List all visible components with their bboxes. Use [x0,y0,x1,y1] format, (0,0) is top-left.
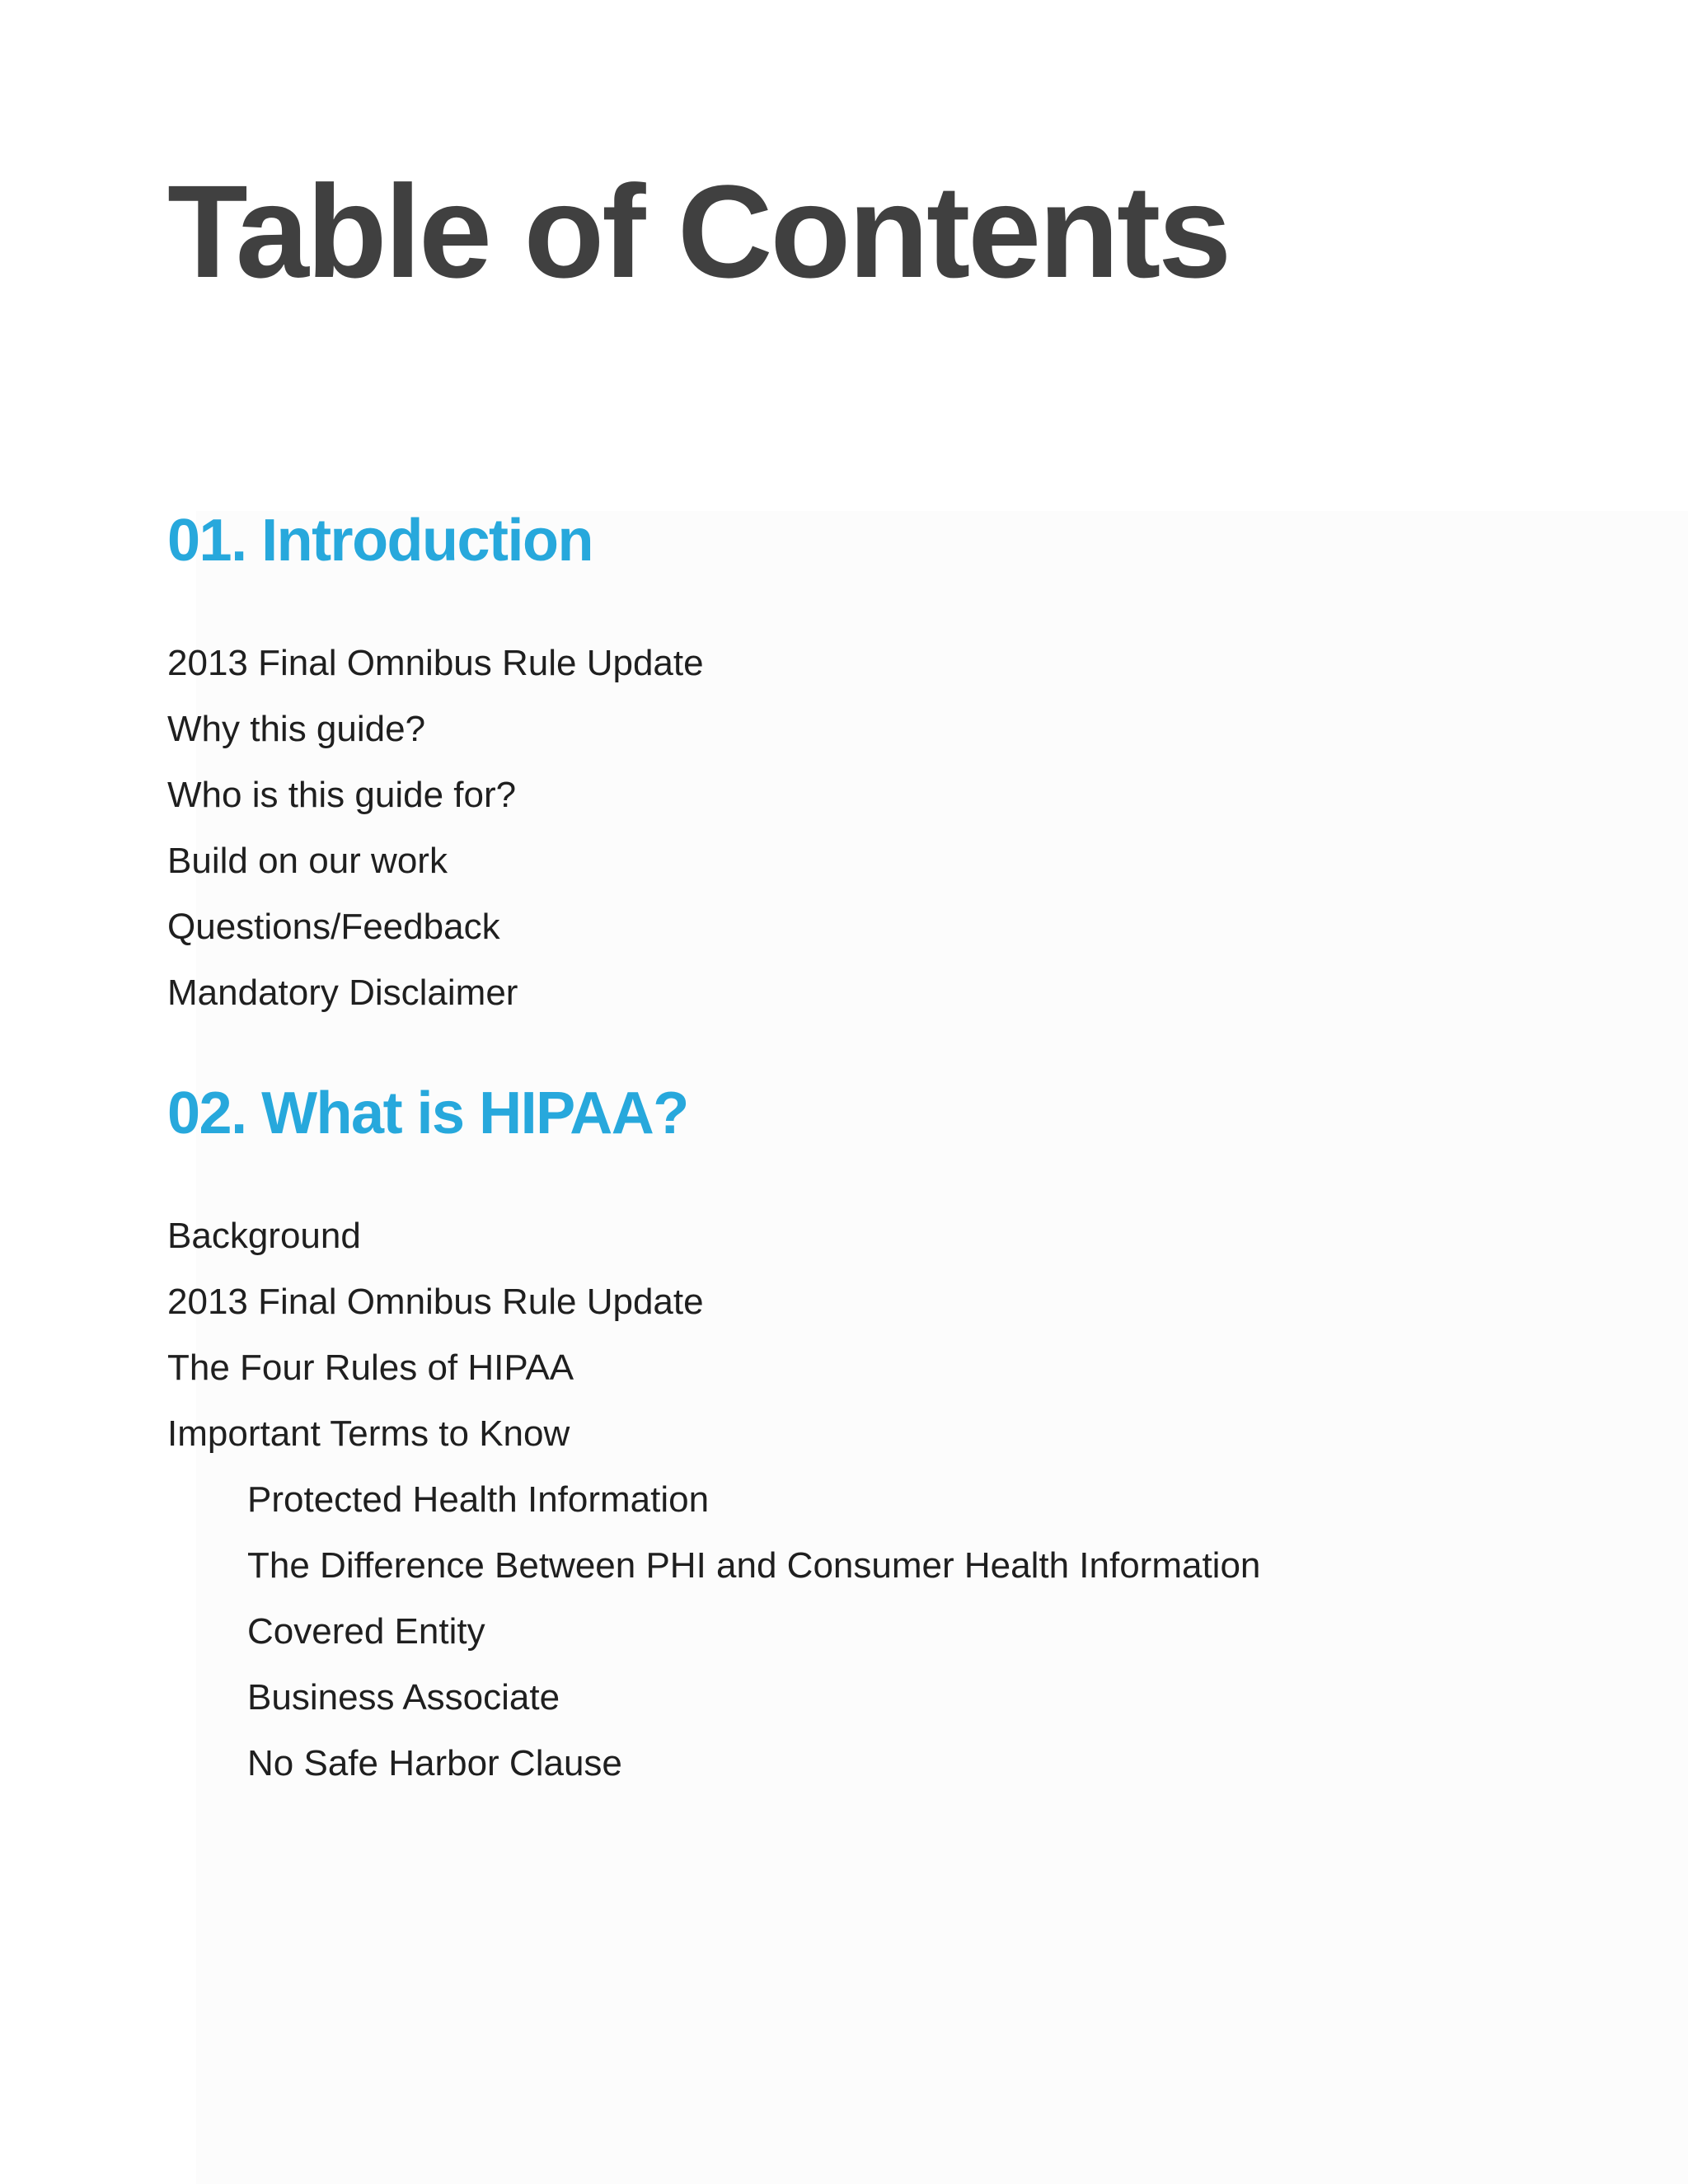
toc-subitem-protected-health-information[interactable]: Protected Health Information [247,1479,710,1520]
toc-subitem-phi-vs-consumer-health-info[interactable]: The Difference Between PHI and Consumer Health Information [247,1545,1261,1586]
toc-item-questions-feedback[interactable]: Questions/Feedback [167,907,500,947]
toc-item-final-omnibus-rule-update-2[interactable]: 2013 Final Omnibus Rule Update [167,1282,704,1322]
toc-item-background[interactable]: Background [167,1216,361,1256]
toc-item-four-rules-of-hipaa[interactable]: The Four Rules of HIPAA [167,1347,574,1388]
toc-item-who-is-this-guide-for[interactable]: Who is this guide for? [167,775,517,815]
section-heading-introduction[interactable]: 01. Introduction [167,508,593,574]
toc-item-why-this-guide[interactable]: Why this guide? [167,709,426,749]
toc-subitem-no-safe-harbor-clause[interactable]: No Safe Harbor Clause [247,1743,622,1783]
toc-item-mandatory-disclaimer[interactable]: Mandatory Disclaimer [167,972,518,1013]
toc-subitem-covered-entity[interactable]: Covered Entity [247,1611,485,1652]
toc-list-what-is-hipaa [167,1203,1260,1797]
toc-list-introduction [167,630,704,1026]
page-title: Table of Contents [167,157,1230,305]
toc-subitem-business-associate[interactable]: Business Associate [247,1677,560,1718]
toc-item-final-omnibus-rule-update[interactable]: 2013 Final Omnibus Rule Update [167,643,704,683]
toc-item-build-on-our-work[interactable]: Build on our work [167,841,448,881]
section-heading-what-is-hipaa[interactable]: 02. What is HIPAA? [167,1080,688,1146]
toc-item-important-terms[interactable]: Important Terms to Know [167,1413,570,1454]
